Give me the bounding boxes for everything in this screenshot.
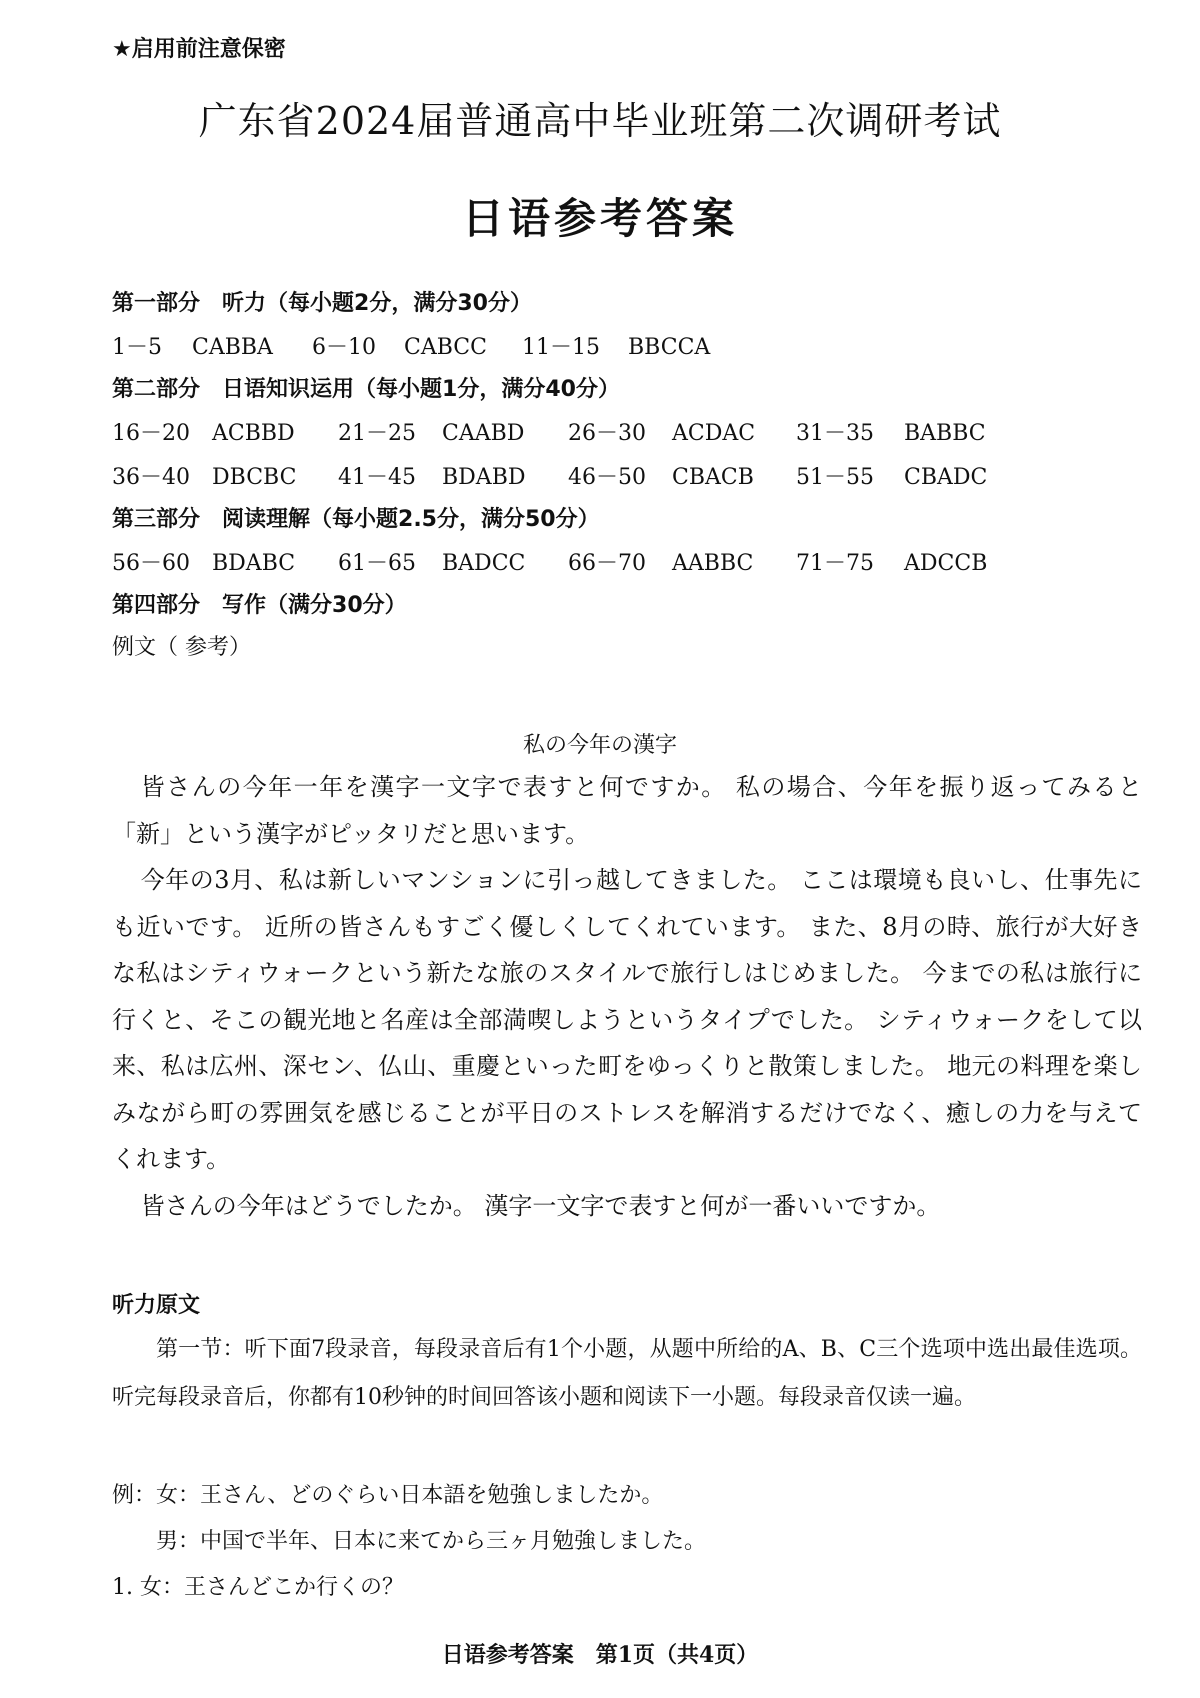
answer-group xyxy=(112,460,296,491)
essay-paragraph: 皆さんの今年一年を漢字一文字で表すと何ですか。 私の場合、今年を振り返ってみると「新」という漢字がピッタリだと思います。 xyxy=(112,773,1142,848)
answer-group xyxy=(522,330,710,361)
example-essay-label: 例文（ 参考） xyxy=(112,635,251,660)
part2-heading xyxy=(112,372,620,403)
confidential-notice: ★启用前注意保密 xyxy=(112,37,286,62)
answer-key: DBCBC xyxy=(212,465,297,490)
answer-range: 56－60 xyxy=(112,551,190,576)
answer-range: 51－55 xyxy=(796,465,874,490)
answer-range: 66－70 xyxy=(568,551,646,576)
answer-key: BBCCA xyxy=(628,335,711,360)
answer-range: 61－65 xyxy=(338,551,416,576)
answer-key: ACBBD xyxy=(212,421,295,446)
part3-name: 第三部分 xyxy=(112,507,201,532)
listening-instruction: 第一节：听下面7段录音，每段录音后有1个小题，从题中所给的A、B、C三个选项中选出最佳选项。听完每段录音后，你都有10秒钟的时间回答该小题和阅读下一小题。每段录音仅读一遍。 xyxy=(112,1337,1142,1410)
part3-heading xyxy=(112,502,600,533)
answer-key: BDABC xyxy=(212,551,296,576)
answer-key: CBACB xyxy=(672,465,754,490)
example-answer: 男：中国で半年、日本に来てから三ヶ月勉強しました。 xyxy=(156,1529,707,1554)
answer-group xyxy=(568,460,754,491)
answer-range: 71－75 xyxy=(796,551,874,576)
answer-key: CAABD xyxy=(442,421,525,446)
answer-range: 21－25 xyxy=(338,421,416,446)
answer-range: 36－40 xyxy=(112,465,190,490)
document-subtitle: 日语参考答案 xyxy=(461,194,738,243)
exam-title: 广东省2024届普通高中毕业班第二次调研考试 xyxy=(198,99,1002,143)
answer-key: ACDAC xyxy=(672,421,756,446)
part4-name: 第四部分 xyxy=(112,593,201,618)
part2-topic: 日语知识运用（每小题1分，满分40分） xyxy=(222,377,620,402)
answer-group xyxy=(338,416,524,447)
answer-group xyxy=(796,416,986,447)
listening-item-1: 1. 女：王さんどこか行くの？ xyxy=(112,1575,404,1600)
answer-group xyxy=(568,546,753,577)
answer-group xyxy=(112,416,295,447)
essay-paragraph: 今年の3月、私は新しいマンションに引っ越してきました。 ここは環境も良いし、仕事先にも近いです。 近所の皆さんもすごく優しくしてくれています。 また、8月の時、旅行が大好きな私はシティウォークという新たな旅のスタイルで旅行しはじめました。 今までの私は旅行に行くと、そこの観光地と名産は全部満喫しようというタイプでした。 シティウォークをして以来、私は広州、深セン、仏山、重慶といった町をゆっくりと散策しました。 地元の料理を楽しみながら町の雰囲気を感じることが平日のストレスを解消するだけでなく、癒しの力を与えてくれます。 xyxy=(112,866,1142,1173)
answer-range: 11－15 xyxy=(522,335,600,360)
answer-range: 1－5 xyxy=(112,335,162,360)
listening-heading: 听力原文 xyxy=(112,1293,201,1318)
answer-group xyxy=(112,330,273,361)
answer-key: CABCC xyxy=(404,335,487,360)
page-footer: 日语参考答案 第1页（共4页） xyxy=(441,1642,759,1668)
answer-range: 26－30 xyxy=(568,421,646,446)
answer-key: BDABD xyxy=(442,465,526,490)
answer-group xyxy=(796,460,987,491)
answer-range: 46－50 xyxy=(568,465,646,490)
part4-heading xyxy=(112,588,407,619)
answer-range: 41－45 xyxy=(338,465,416,490)
answer-key: BADCC xyxy=(442,551,526,576)
answer-range: 16－20 xyxy=(112,421,190,446)
answer-key: CBADC xyxy=(904,465,988,490)
answer-group xyxy=(796,546,987,577)
answer-group xyxy=(338,460,526,491)
answer-key: AABBC xyxy=(672,551,754,576)
part2-name: 第二部分 xyxy=(112,377,201,402)
answer-key: CABBA xyxy=(192,335,273,360)
answer-group xyxy=(568,416,755,447)
part3-topic: 阅读理解（每小题2.5分，满分50分） xyxy=(222,507,600,532)
answer-range: 31－35 xyxy=(796,421,874,446)
essay-paragraph: 皆さんの今年はどうでしたか。 漢字一文字で表すと何が一番いいですか。 xyxy=(140,1191,941,1220)
answer-group xyxy=(312,330,487,361)
part4-topic: 写作（满分30分） xyxy=(222,593,407,618)
answer-key: ADCCB xyxy=(904,551,988,576)
essay-body xyxy=(112,764,1142,1229)
answer-group xyxy=(112,546,295,577)
listening-instruction-block xyxy=(112,1326,1142,1422)
essay-title: 私の今年の漢字 xyxy=(522,733,677,758)
part1-name: 第一部分 xyxy=(112,291,201,316)
answer-group xyxy=(338,546,525,577)
answer-range: 6－10 xyxy=(312,335,376,360)
part1-topic: 听力（每小题2分，满分30分） xyxy=(222,291,532,316)
example-question: 例：女：王さん、どのぐらい日本語を勉強しましたか。 xyxy=(112,1483,664,1508)
part1-heading xyxy=(112,286,532,317)
answer-key: BABBC xyxy=(904,421,986,446)
